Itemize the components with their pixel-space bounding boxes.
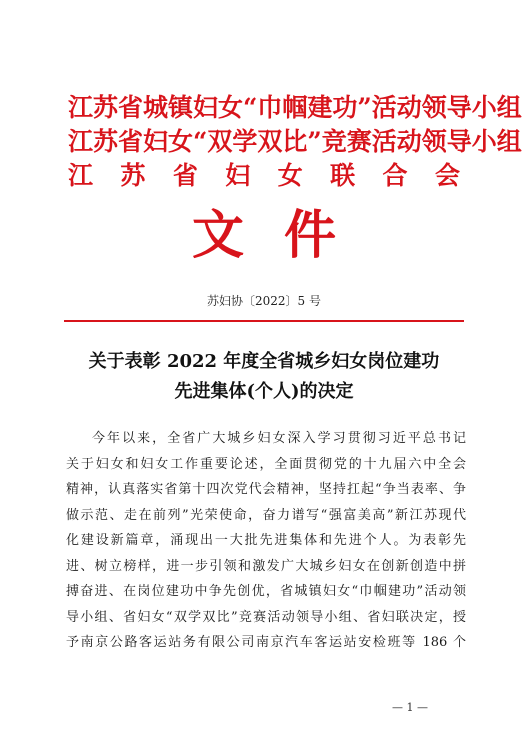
document-number: 苏妇协〔2022〕5 号 — [207, 294, 321, 308]
body-line: 予南京公路客运站务有限公司南京汽车客运站安检班等 186 个 — [66, 635, 466, 650]
page-number: — 1 — — [392, 701, 428, 714]
issuer-char: 江 — [68, 161, 94, 190]
issuer-char: 妇 — [225, 161, 251, 190]
document-type-heading: 文件 — [191, 205, 376, 266]
issuer-char: 苏 — [120, 161, 146, 190]
body-line: 今年以来，全省广大城乡妇女深入学习贯彻习近平总书记 — [92, 431, 466, 446]
body-line: 进、树立榜样，进一步引领和激发广大城乡妇女在创新创造中拼 — [66, 558, 466, 574]
body-line: 化建设新篇章，涌现出一大批先进集体和先进个人。为表彰先 — [66, 533, 466, 548]
body-line: 关于妇女和妇女工作重要论述，全面贯彻党的十九届六中全会 — [66, 456, 466, 472]
issuer-char: 合 — [382, 161, 408, 190]
document-title-line-2: 先进集体(个人)的决定 — [174, 381, 354, 402]
body-paragraph — [66, 426, 466, 656]
issuer-line-2: 江苏省妇女“双学双比”竞赛活动领导小组 — [68, 127, 522, 156]
issuer-char: 省 — [172, 161, 198, 190]
issuer-char: 女 — [277, 161, 303, 190]
issuer-line-3 — [68, 161, 460, 191]
body-line: 导小组、省妇女“双学双比”竞赛活动领导小组、省妇联决定，授 — [66, 609, 466, 625]
body-line: 搏奋进、在岗位建功中争先创优，省城镇妇女“巾帼建功”活动领 — [66, 584, 466, 599]
issuer-line-1: 江苏省城镇妇女“巾帼建功”活动领导小组 — [68, 93, 522, 122]
red-divider-line — [64, 320, 464, 322]
body-line: 做示范、走在前列”光荣使命，奋力谱写“强富美高”新江苏现代 — [66, 507, 466, 523]
issuer-char: 联 — [330, 161, 356, 190]
document-title-line-1: 关于表彰 2022 年度全省城乡妇女岗位建功 — [88, 351, 440, 372]
issuer-char: 会 — [434, 161, 460, 190]
body-line: 精神，认真落实省第十四次党代会精神，坚持扛起“争当表率、争 — [66, 482, 466, 497]
